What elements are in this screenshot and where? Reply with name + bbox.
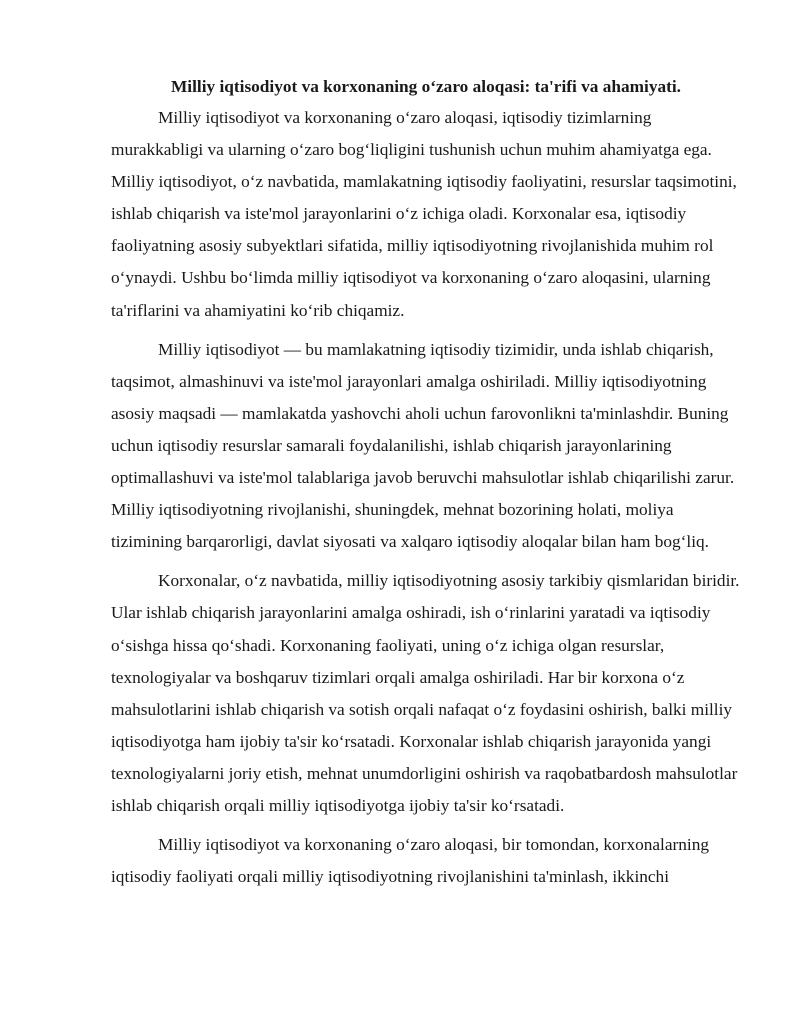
document-title: Milliy iqtisodiyot va korxonaning o‘zaro aloqasi: ta'rifi va ahamiyati. bbox=[171, 77, 681, 96]
paragraph-1: Milliy iqtisodiyot va korxonaning o‘zaro aloqasi, iqtisodiy tizimlarning murakkabligi va ularning o‘zaro bog‘liqligini tushunish uchun muhim ahamiyatga ega. Milliy iqtisodiyot, o‘z navbatida, mamlakatning iqtisodiy faoliyatini, resurslar taqsimotini, ishlab chiqarish va iste'mol jarayonlarini o‘z ichiga oladi. Korxonalar esa, iqtisodiy faoliyatning asosiy subyektlari sifatida, milliy iqtisodiyotning rivojlanishida muhim rol o‘ynaydi. Ushbu bo‘limda milliy iqtisodiyot va korxonaning o‘zaro aloqasini, ularning ta'riflarini va ahamiyatini ko‘rib chiqamiz. bbox=[111, 108, 737, 320]
paragraph-4: Milliy iqtisodiyot va korxonaning o‘zaro aloqasi, bir tomondan, korxonalarning iqtisodiy faoliyati orqali milliy iqtisodiyotning rivojlanishini ta'minlash, ikkinchi bbox=[111, 835, 709, 887]
paragraph-2: Milliy iqtisodiyot — bu mamlakatning iqtisodiy tizimidir, unda ishlab chiqarish, taqsimot, almashinuvi va iste'mol jarayonlari amalga oshiriladi. Milliy iqtisodiyotning asosiy maqsadi — mamlakatda yashovchi aholi uchun farovonlikni ta'minlashdir. Buning uchun iqtisodiy resurslar samarali foydalanilishi, ishlab chiqarish jarayonlarining optimallashuvi va iste'mol talablariga javob beruvchi mahsulotlar ishlab chiqarilishi zarur. Milliy iqtisodiyotning rivojlanishi, shuningdek, mehnat bozorining holati, moliya tizimining barqarorligi, davlat siyosati va xalqaro iqtisodiy aloqalar bilan ham bog‘liq. bbox=[111, 339, 735, 552]
document-body bbox=[111, 74, 741, 900]
paragraph-3: Korxonalar, o‘z navbatida, milliy iqtisodiyotning asosiy tarkibiy qismlaridan biridir. Ular ishlab chiqarish jarayonlarini amalga oshiradi, ish o‘rinlarini yaratadi va iqtisodiy o‘sishga hissa qo‘shadi. Korxonaning faoliyati, uning o‘z ichiga olgan resurslar, texnologiyalar va boshqaruv tizimlari orqali amalga oshiriladi. Har bir korxona o‘z mahsulotlarini ishlab chiqarish va sotish orqali nafaqat o‘z foydasini oshirish, balki milliy iqtisodiyotga ham ijobiy ta'sir ko‘rsatadi. Korxonalar ishlab chiqarish jarayonida yangi texnologiyalarni joriy etish, mehnat unumdorligini oshirish va raqobatbardosh mahsulotlar ishlab chiqarish orqali milliy iqtisodiyotga ijobiy ta'sir ko‘rsatadi. bbox=[111, 571, 740, 815]
